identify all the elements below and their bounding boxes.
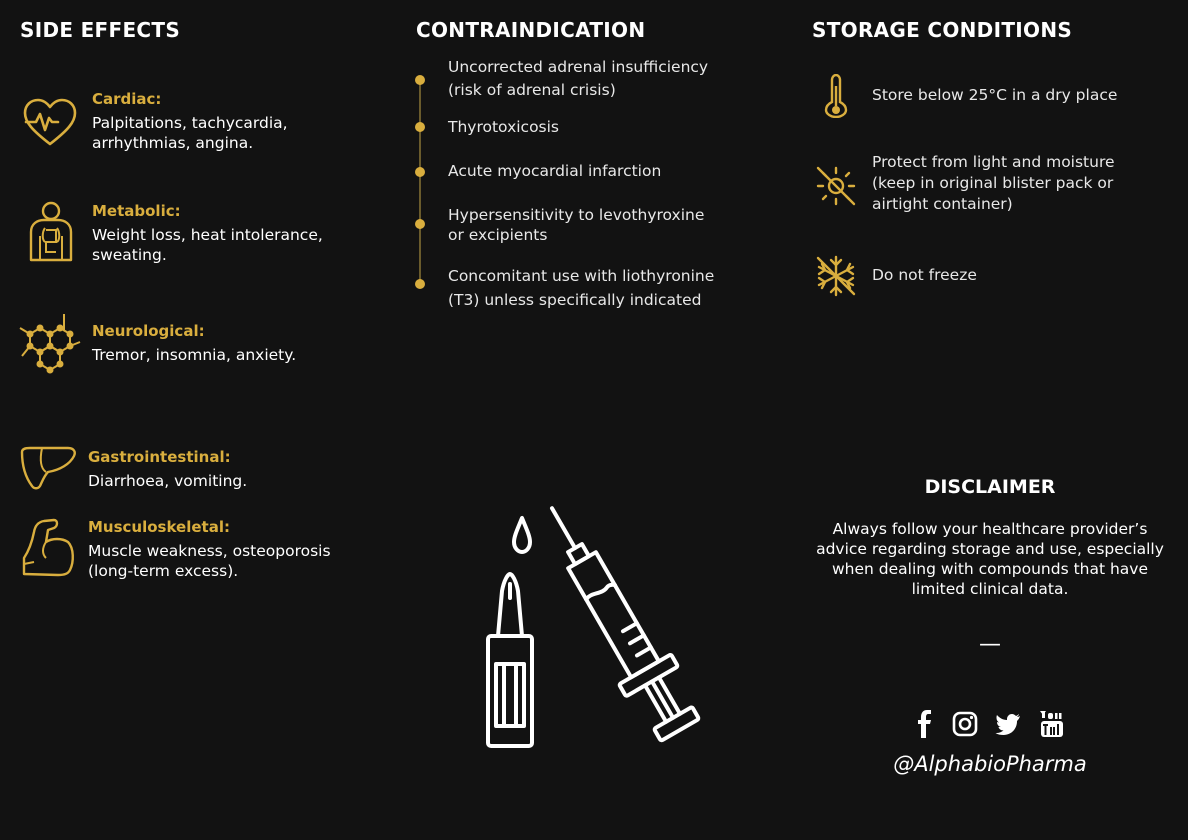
storage-item-freeze: Do not freeze xyxy=(872,266,977,284)
syringe-vial-illustration-icon xyxy=(480,496,710,758)
gastrointestinal-text: Diarrhoea, vomiting. xyxy=(88,472,248,490)
contraindication-title: CONTRAINDICATION xyxy=(416,18,646,42)
contraindication-item: Uncorrected adrenal insufficiency (risk of adrenal crisis) xyxy=(448,58,709,99)
timeline-dot xyxy=(415,122,425,132)
timeline-dot xyxy=(415,167,425,177)
disclaimer-text: Always follow your healthcare provider’s advice regarding storage and use, especially when dealing with compounds that have limited clinical data. xyxy=(816,520,1164,598)
storage-item-light: Protect from light and moisture (keep in original blister pack or airtight container) xyxy=(872,153,1115,213)
timeline-dot xyxy=(415,219,425,229)
thermometer-icon xyxy=(824,74,848,118)
timeline-dot xyxy=(415,279,425,289)
side-effects-title: SIDE EFFECTS xyxy=(20,18,181,42)
flexed-arm-icon xyxy=(20,518,76,578)
facebook-icon[interactable] xyxy=(912,710,938,738)
storage-title: STORAGE CONDITIONS xyxy=(812,18,1073,42)
cardiac-label: Cardiac: xyxy=(92,90,162,108)
no-sun-icon xyxy=(814,164,858,208)
timeline-dot xyxy=(415,75,425,85)
neurological-label: Neurological: xyxy=(92,322,205,340)
timeline-line xyxy=(419,80,421,284)
social-handle[interactable]: @AlphabioPharma xyxy=(893,752,1087,776)
youtube-icon[interactable] xyxy=(1039,710,1065,738)
liver-icon xyxy=(18,446,78,490)
musculoskeletal-label: Musculoskeletal: xyxy=(88,518,230,536)
heart-pulse-icon xyxy=(22,98,78,148)
no-snowflake-icon xyxy=(814,254,858,298)
disclaimer-divider: — xyxy=(979,632,1001,657)
contraindication-item: Thyrotoxicosis xyxy=(448,118,560,136)
gastrointestinal-label: Gastrointestinal: xyxy=(88,448,231,466)
contraindication-item: Acute myocardial infarction xyxy=(448,162,662,180)
instagram-icon[interactable] xyxy=(952,710,978,738)
disclaimer-title: DISCLAIMER xyxy=(924,476,1056,498)
musculoskeletal-text: Muscle weakness, osteoporosis (long-term excess). xyxy=(88,542,331,580)
contraindication-item: Concomitant use with liothyronine (T3) unless specifically indicated xyxy=(448,267,715,309)
metabolic-text: Weight loss, heat intolerance, sweating. xyxy=(92,226,323,264)
twitter-icon[interactable] xyxy=(995,710,1021,738)
storage-item-temperature: Store below 25°C in a dry place xyxy=(872,86,1118,104)
contraindication-item: Hypersensitivity to levothyroxine or excipients xyxy=(448,206,705,244)
neurological-text: Tremor, insomnia, anxiety. xyxy=(92,346,297,364)
neural-network-icon xyxy=(18,312,82,374)
cardiac-text: Palpitations, tachycardia, arrhythmias, angina. xyxy=(92,114,288,152)
body-organs-icon xyxy=(26,200,76,262)
metabolic-label: Metabolic: xyxy=(92,202,181,220)
